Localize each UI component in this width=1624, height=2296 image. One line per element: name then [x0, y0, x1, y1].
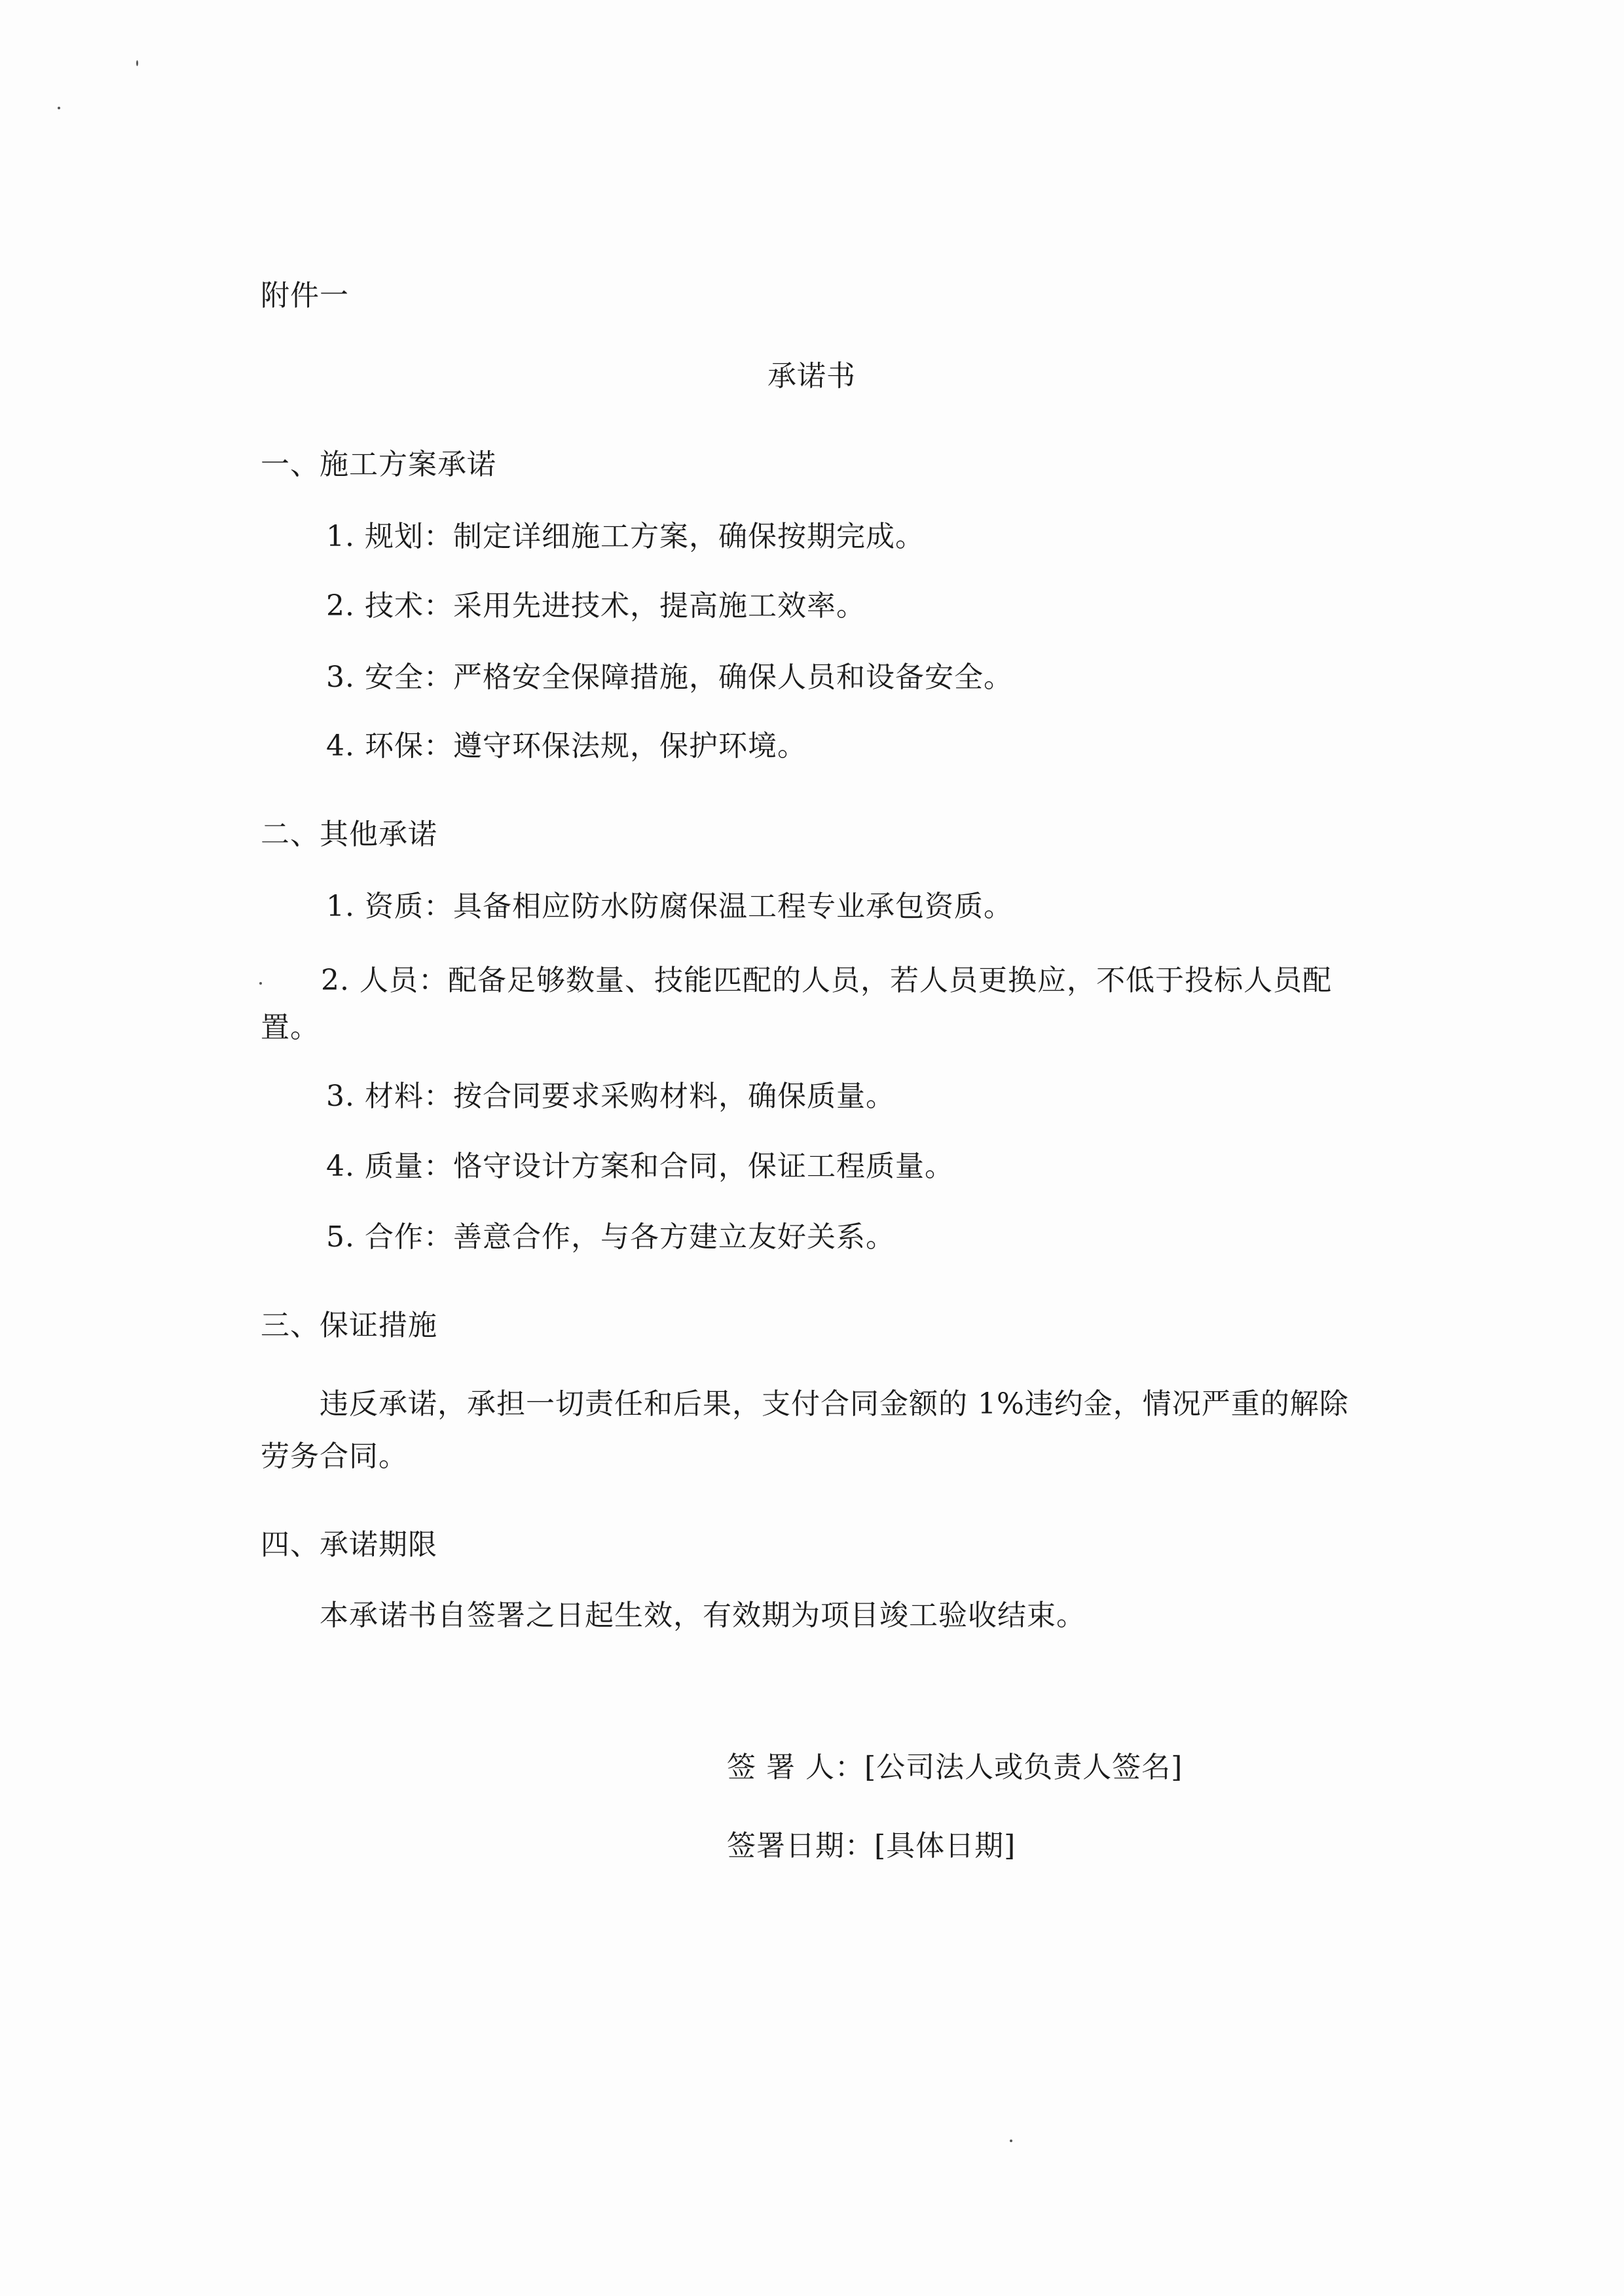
section-1-item-4: 4. 环保：遵守环保法规，保护环境。: [326, 729, 807, 763]
scan-speck: [58, 107, 60, 109]
section-2-item-4: 4. 质量：恪守设计方案和合同，保证工程质量。: [326, 1150, 954, 1183]
section-2-item-1: 1. 资质：具备相应防水防腐保温工程专业承包资质。: [326, 890, 1013, 923]
section-2-item-3: 3. 材料：按合同要求采购材料，确保质量。: [326, 1080, 895, 1113]
scan-speck: [1010, 2140, 1012, 2142]
section-1-item-1: 1. 规划：制定详细施工方案，确保按期完成。: [326, 520, 925, 553]
section-heading-2: 二、其他承诺: [261, 818, 437, 851]
section-heading-4: 四、承诺期限: [261, 1528, 437, 1561]
annex-label: 附件一: [261, 279, 349, 312]
section-2-item-5: 5. 合作：善意合作，与各方建立友好关系。: [326, 1220, 895, 1254]
section-heading-1: 一、施工方案承诺: [261, 448, 496, 481]
scan-speck: [136, 60, 138, 66]
section-2-item-2: 2. 人员：配备足够数量、技能匹配的人员，若人员更换应，不低于投标人员配置。: [261, 964, 1332, 1044]
section-4-body: 本承诺书自签署之日起生效，有效期为项目竣工验收结束。: [320, 1599, 1086, 1632]
section-3-body: 违反承诺，承担一切责任和后果，支付合同金额的 1%违约金，情况严重的解除劳务合同。: [261, 1387, 1349, 1473]
signer-line: 签 署 人：[公司法人或负责人签名]: [727, 1751, 1183, 1784]
signature-date-line: 签署日期：[具体日期]: [727, 1829, 1016, 1863]
scan-speck: [259, 982, 262, 985]
section-1-item-3: 3. 安全：严格安全保障措施，确保人员和设备安全。: [326, 661, 1013, 694]
document-title: 承诺书: [767, 359, 856, 393]
section-1-item-2: 2. 技术：采用先进技术，提高施工效率。: [326, 589, 866, 623]
section-heading-3: 三、保证措施: [261, 1309, 437, 1342]
